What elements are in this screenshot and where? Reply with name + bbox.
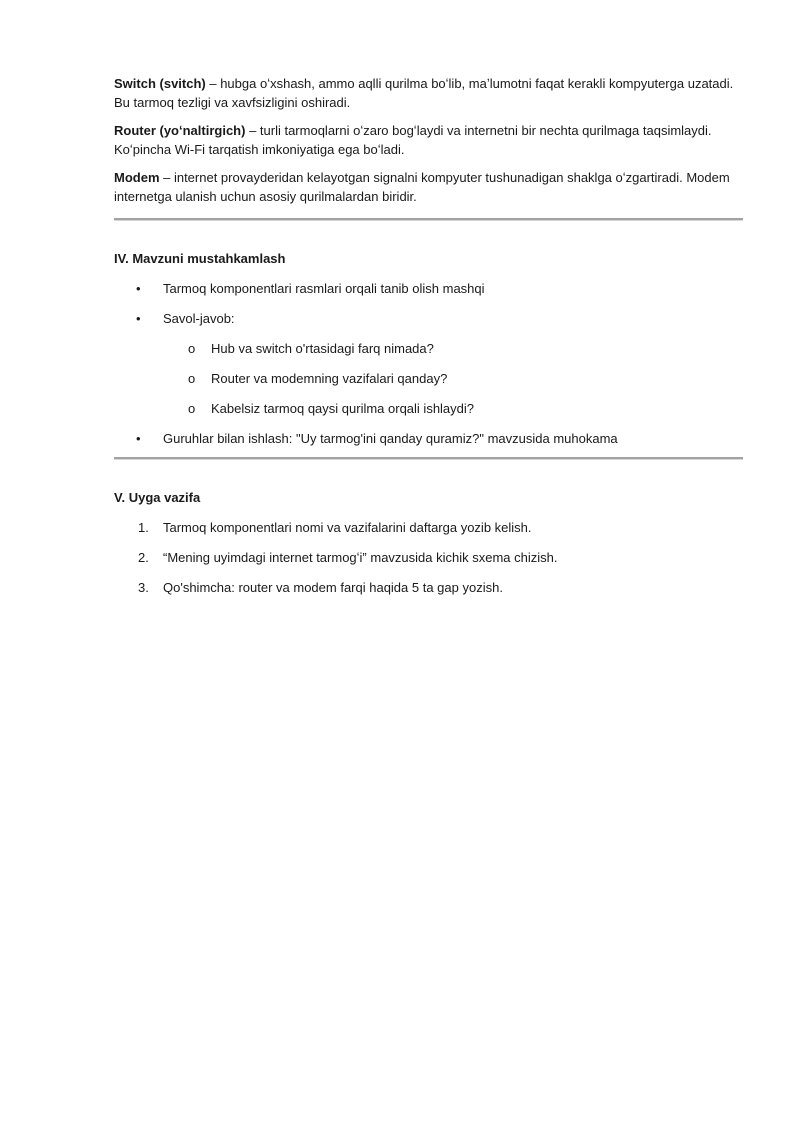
list-item-text: Savol-javob: — [163, 311, 235, 326]
list-item — [114, 518, 744, 537]
reinforcement-list — [114, 279, 744, 448]
definition-text: – hubga oʻxshash, ammo aqlli qurilma boʻlib, maʼlumotni faqat kerakli kompyuterga uzatadi. Bu tarmoq tezligi va xavfsizligini oshiradi. — [114, 76, 734, 110]
sub-list-item-text: Hub va switch o'rtasidagi farq nimada? — [211, 341, 434, 356]
list-number: 3. — [138, 580, 149, 595]
sub-list-item-text: Router va modemning vazifalari qanday? — [211, 371, 448, 386]
list-item-text: Guruhlar bilan ishlash: "Uy tarmog'ini qanday quramiz?" mavzusida muhokama — [163, 431, 618, 446]
section-heading-homework: V. Uyga vazifa — [114, 490, 201, 505]
definition-switch — [114, 74, 744, 112]
sub-list-item — [163, 399, 744, 418]
homework-list — [114, 518, 744, 597]
circle-bullet-icon: o — [188, 401, 196, 416]
definition-term: Router (yoʻnaltirgich) — [114, 123, 246, 138]
list-item-text: Tarmoq komponentlari rasmlari orqali tanib olish mashqi — [163, 281, 485, 296]
list-item-text: Qo'shimcha: router va modem farqi haqida 5 ta gap yozish. — [163, 580, 503, 595]
bullet-icon: • — [136, 431, 141, 446]
list-item — [114, 578, 744, 597]
section-heading-reinforcement: IV. Mavzuni mustahkamlash — [114, 251, 286, 266]
definition-term: Modem — [114, 170, 160, 185]
list-item — [114, 279, 744, 298]
list-item-text: “Mening uyimdagi internet tarmogʻi” mavzusida kichik sxema chizish. — [163, 550, 558, 565]
definition-router — [114, 121, 744, 159]
list-item — [114, 429, 744, 448]
sub-list-item — [163, 339, 744, 358]
list-number: 1. — [138, 520, 149, 535]
list-item — [114, 309, 744, 418]
circle-bullet-icon: o — [188, 341, 196, 356]
document-page — [114, 74, 744, 608]
sub-list-item — [163, 369, 744, 388]
list-item — [114, 548, 744, 567]
definition-text: – internet provayderidan kelayotgan signalni kompyuter tushunadigan shaklga oʻzgartiradi. Modem internetga ulanish uchun asosiy qurilmalardan biridir. — [114, 170, 730, 204]
definition-modem — [114, 168, 744, 206]
list-number: 2. — [138, 550, 149, 565]
circle-bullet-icon: o — [188, 371, 196, 386]
definition-text: – turli tarmoqlarni oʻzaro bogʻlaydi va internetni bir nechta qurilmaga taqsimlaydi. Koʻpincha Wi-Fi tarqatish imkoniyatiga ega boʻladi. — [114, 123, 712, 157]
definition-term: Switch (svitch) — [114, 76, 206, 91]
sub-list-item-text: Kabelsiz tarmoq qaysi qurilma orqali ishlaydi? — [211, 401, 475, 416]
list-item-text: Tarmoq komponentlari nomi va vazifalarini daftarga yozib kelish. — [163, 520, 532, 535]
bullet-icon: • — [136, 281, 141, 296]
question-sublist — [114, 339, 744, 418]
bullet-icon: • — [136, 311, 141, 326]
